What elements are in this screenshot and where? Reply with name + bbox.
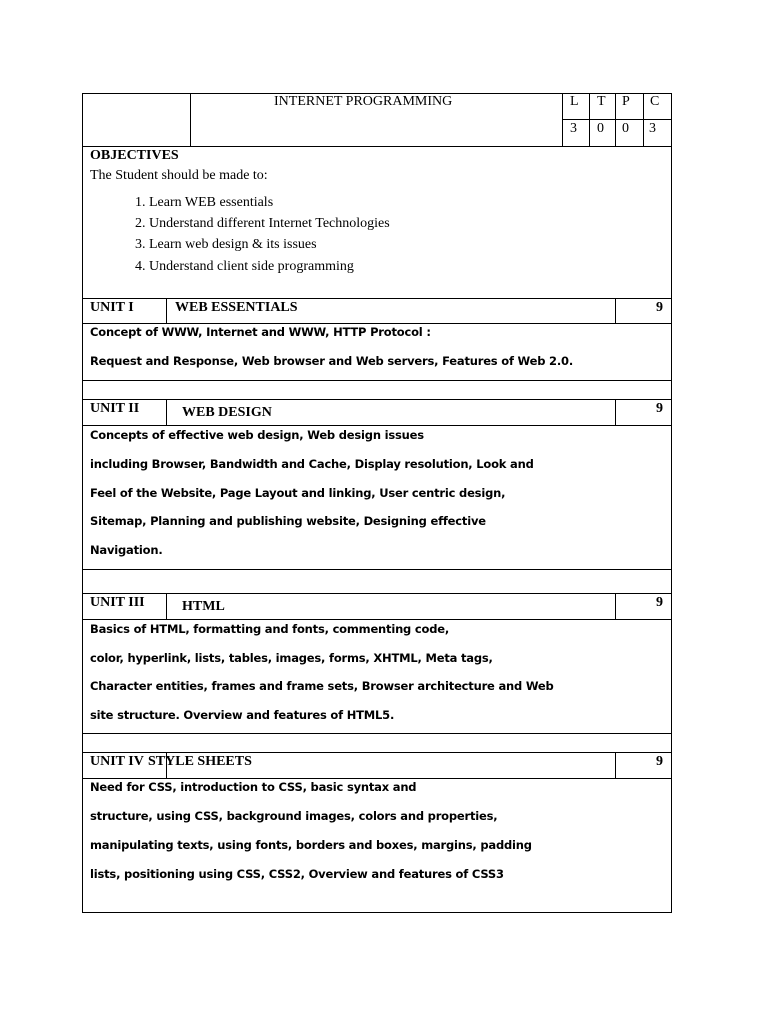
table-border <box>82 752 672 753</box>
table-border <box>82 778 672 779</box>
unit-title: WEB ESSENTIALS <box>175 300 298 315</box>
unit-content-line: lists, positioning using CSS, CSS2, Overview and features of CSS3 <box>90 867 504 881</box>
table-border <box>166 593 167 619</box>
unit-label: UNIT III <box>90 595 145 610</box>
unit-content-line: Feel of the Website, Page Layout and linking, User centric design, <box>90 486 506 500</box>
credit-label-p: P <box>622 94 630 109</box>
table-border <box>166 399 167 425</box>
unit-content-line: Need for CSS, introduction to CSS, basic syntax and <box>90 780 417 794</box>
table-border <box>615 93 616 147</box>
table-border <box>615 399 616 425</box>
objective-item: 4. Understand client side programming <box>135 259 354 274</box>
objectives-intro: The Student should be made to: <box>90 168 268 183</box>
table-border <box>82 569 672 570</box>
objectives-heading: OBJECTIVES <box>90 148 179 163</box>
table-border <box>589 93 590 147</box>
table-border <box>82 399 672 400</box>
credit-value-t: 0 <box>597 121 604 136</box>
table-border <box>615 593 616 619</box>
table-border <box>562 93 563 147</box>
table-border-right <box>671 93 672 913</box>
table-border <box>562 119 672 120</box>
objective-item: 1. Learn WEB essentials <box>135 195 274 210</box>
table-border <box>82 619 672 620</box>
unit-content-line: Concepts of effective web design, Web design issues <box>90 428 424 442</box>
table-border <box>643 93 644 147</box>
unit-label: UNIT I <box>90 300 134 315</box>
table-border <box>82 733 672 734</box>
table-border <box>166 298 167 324</box>
table-border <box>82 298 672 299</box>
unit-content-line: Sitemap, Planning and publishing website, Designing effective <box>90 514 486 528</box>
unit-content-line: site structure. Overview and features of HTML5. <box>90 708 395 722</box>
credit-value-p: 0 <box>622 121 629 136</box>
table-border <box>82 380 672 381</box>
unit-content-line: manipulating texts, using fonts, borders and boxes, margins, padding <box>90 838 532 852</box>
table-border <box>615 298 616 324</box>
unit-hours: 9 <box>656 401 663 416</box>
objective-item: 2. Understand different Internet Technologies <box>135 216 390 231</box>
credit-value-l: 3 <box>570 121 577 136</box>
unit-content-line: Concept of WWW, Internet and WWW, HTTP Protocol : <box>90 325 431 339</box>
unit-content-line: color, hyperlink, lists, tables, images, forms, XHTML, Meta tags, <box>90 651 493 665</box>
unit-title: WEB DESIGN <box>182 405 272 420</box>
table-border <box>82 425 672 426</box>
unit-content-line: Character entities, frames and frame sets, Browser architecture and Web <box>90 679 554 693</box>
table-border <box>190 93 191 147</box>
unit-content-line: Request and Response, Web browser and Web servers, Features of Web 2.0. <box>90 354 574 368</box>
unit-title: HTML <box>182 599 225 614</box>
objective-item: 3. Learn web design & its issues <box>135 237 317 252</box>
unit-label: UNIT IV <box>90 754 144 769</box>
table-border <box>615 752 616 778</box>
credit-label-c: C <box>650 94 660 109</box>
table-border-bottom <box>82 912 672 913</box>
table-border-left <box>82 93 83 913</box>
unit-hours: 9 <box>656 754 663 769</box>
credit-label-l: L <box>570 94 579 109</box>
table-border <box>82 323 672 324</box>
unit-title: STYLE SHEETS <box>148 754 252 769</box>
credit-label-t: T <box>597 94 606 109</box>
unit-content-line: Navigation. <box>90 543 163 557</box>
unit-content-line: including Browser, Bandwidth and Cache, Display resolution, Look and <box>90 457 534 471</box>
credit-value-c: 3 <box>649 121 656 136</box>
table-border <box>82 593 672 594</box>
unit-content-line: structure, using CSS, background images, colors and properties, <box>90 809 498 823</box>
unit-content-line: Basics of HTML, formatting and fonts, commenting code, <box>90 622 450 636</box>
unit-label: UNIT II <box>90 401 140 416</box>
unit-hours: 9 <box>656 595 663 610</box>
course-title: INTERNET PROGRAMMING <box>274 94 453 109</box>
table-border <box>82 146 672 147</box>
unit-hours: 9 <box>656 300 663 315</box>
